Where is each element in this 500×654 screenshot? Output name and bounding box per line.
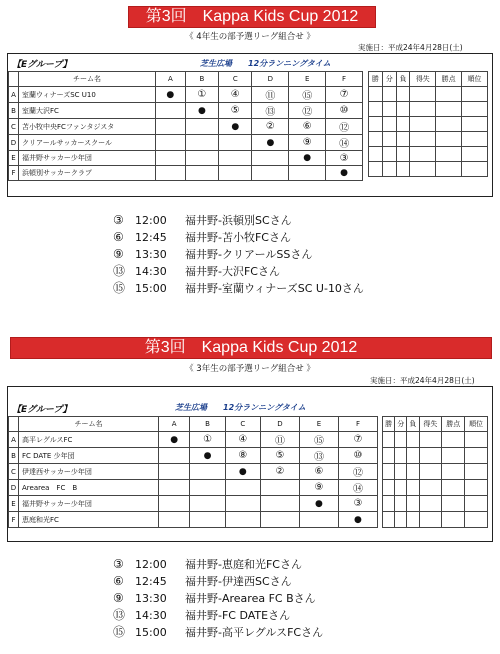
grid-cell [156,151,186,166]
results-header: 負 [407,417,419,432]
grid-cell [190,512,225,528]
match-number: ④ [225,432,260,448]
match-number: ⑧ [225,448,260,464]
results-header: 勝 [383,417,395,432]
grid-cell [190,464,225,480]
results-header: 分 [395,417,407,432]
grid-cell [190,480,225,496]
match-number: ⑫ [289,103,326,119]
results-header: 順位 [465,417,488,432]
results-row [383,496,488,512]
grid-cell [190,496,225,512]
team-header: チーム名 [19,72,156,87]
col-header: F [338,417,377,432]
schedule-item: ⑮ 15:00 福井野-高平レグルスFCさん [113,625,324,639]
grid-cell [261,480,300,496]
grid-cell [252,166,289,181]
match-number: ② [252,119,289,135]
row-id: E [9,496,19,512]
grid-cell [156,166,186,181]
row-id: B [9,103,19,119]
grid-cell [225,512,260,528]
match-number: ⑦ [326,87,363,103]
row-id: E [9,151,19,166]
soccer-ball-icon: ● [185,103,218,119]
match-number: ⑬ [252,103,289,119]
grid-cell [219,166,252,181]
row-id: F [9,512,19,528]
team-row [9,166,363,181]
col-header: E [289,72,326,87]
results-row [369,117,488,132]
match-schedule [113,212,364,297]
match-number: ③ [326,151,363,166]
col-header: A [159,417,190,432]
col-header: C [225,417,260,432]
team-row [9,119,363,135]
group-label: 【Eグループ】 [12,60,72,70]
grid-cell [261,496,300,512]
match-number: ⑤ [261,448,300,464]
soccer-ball-icon: ● [326,166,363,181]
team-row [9,464,378,480]
grid-cell [225,480,260,496]
grid-cell [219,135,252,151]
col-header: F [326,72,363,87]
match-number: ① [190,432,225,448]
event-date: 実施日：平成24年4月28日(土) [370,376,475,385]
match-number: ⑩ [338,448,377,464]
grid-cell [159,448,190,464]
grid-corner [9,417,19,432]
results-row [369,147,488,162]
col-header: B [190,417,225,432]
cup-banner: 第3回 Kappa Kids Cup 2012 [128,6,376,28]
grid-cell [252,151,289,166]
team-row [9,87,363,103]
team-header: チーム名 [19,417,159,432]
schedule-item: ⑨ 13:30 福井野-クリアールSSさん [113,247,313,261]
match-number: ⑮ [299,432,338,448]
row-id: A [9,87,19,103]
results-header: 得失 [419,417,442,432]
match-number: ⑨ [299,480,338,496]
soccer-ball-icon: ● [225,464,260,480]
row-id: C [9,464,19,480]
results-header: 負 [396,72,410,87]
row-id: A [9,432,19,448]
match-number: ⑫ [338,464,377,480]
league-subtitle: 《 4年生の部予選リーグ組合せ 》 [185,32,315,42]
team-row [9,480,378,496]
match-number: ③ [338,496,377,512]
col-header: E [299,417,338,432]
soccer-ball-icon: ● [219,119,252,135]
grid-cell [185,166,218,181]
team-name: 恵庭和光FC [19,512,159,528]
results-row [369,102,488,117]
match-number: ⑬ [299,448,338,464]
cup-banner: 第3回 Kappa Kids Cup 2012 [10,337,492,359]
grid-cell [156,103,186,119]
grid-cell [185,119,218,135]
results-row [369,132,488,147]
team-name: 福井野サッカー少年団 [19,496,159,512]
row-id: D [9,135,19,151]
match-number: ⑦ [338,432,377,448]
venue-label: 芝生広場 12分ランニングタイム [175,403,306,412]
team-name: クリアールサッカースクール [19,135,156,151]
match-number: ⑤ [219,103,252,119]
grid-cell [225,496,260,512]
results-row [383,448,488,464]
grid-cell [159,512,190,528]
results-row [383,464,488,480]
schedule-item: ⑬ 14:30 福井野-FC DATEさん [113,608,291,622]
col-header: B [185,72,218,87]
results-header: 順位 [462,72,488,87]
team-row [9,103,363,119]
schedule-item: ③ 12:00 福井野-浜頓別SCさん [113,213,292,227]
team-name: Arearea FC B [19,480,159,496]
team-row [9,432,378,448]
results-row [383,512,488,528]
team-name: 伊達西サッカー少年団 [19,464,159,480]
grid-cell [156,135,186,151]
soccer-ball-icon: ● [289,151,326,166]
event-date: 実施日：平成24年4月28日(土) [358,43,463,52]
grid-cell [159,480,190,496]
grid-cell [219,151,252,166]
col-header: A [156,72,186,87]
team-row [9,151,363,166]
group-label: 【Eグループ】 [12,405,72,415]
results-header: 勝 [369,72,383,87]
schedule-item: ⑬ 14:30 福井野-大沢FCさん [113,264,280,278]
row-id: C [9,119,19,135]
venue-label: 芝生広場 12分ランニングタイム [200,59,331,68]
match-number: ⑥ [289,119,326,135]
grid-cell [185,151,218,166]
match-schedule [113,556,323,641]
results-header: 得失 [410,72,436,87]
col-header: C [219,72,252,87]
schedule-item: ⑮ 15:00 福井野-室蘭ウィナーズSC U-10さん [113,281,364,295]
team-name: FC DATE 少年団 [19,448,159,464]
col-header: D [252,72,289,87]
match-number: ⑭ [338,480,377,496]
soccer-ball-icon: ● [190,448,225,464]
results-header: 勝点 [436,72,462,87]
schedule-item: ③ 12:00 福井野-恵庭和光FCさん [113,557,302,571]
match-number: ⑭ [326,135,363,151]
team-name: 浜頓別サッカークラブ [19,166,156,181]
row-id: D [9,480,19,496]
grid-cell [299,512,338,528]
league-grid [8,71,363,181]
results-row [369,87,488,102]
results-table [368,71,488,177]
team-row [9,496,378,512]
soccer-ball-icon: ● [299,496,338,512]
soccer-ball-icon: ● [252,135,289,151]
team-name: 苫小牧中央FCファンタジスタ [19,119,156,135]
results-row [383,432,488,448]
results-header: 分 [382,72,396,87]
match-number: ① [185,87,218,103]
team-name: 高平レグルスFC [19,432,159,448]
grid-cell [159,464,190,480]
soccer-ball-icon: ● [338,512,377,528]
grid-cell [261,512,300,528]
league-subtitle: 《 3年生の部予選リーグ組合せ 》 [185,364,315,374]
row-id: F [9,166,19,181]
schedule-item: ⑨ 13:30 福井野-Arearea FC Bさん [113,591,316,605]
match-number: ④ [219,87,252,103]
match-number: ⑩ [326,103,363,119]
match-number: ⑪ [252,87,289,103]
match-number: ⑥ [299,464,338,480]
grid-corner [9,72,19,87]
team-row [9,512,378,528]
team-name: 室蘭ウィナーズSC U10 [19,87,156,103]
team-name: 室蘭大沢FC [19,103,156,119]
results-row [369,162,488,177]
match-number: ⑨ [289,135,326,151]
match-number: ⑫ [326,119,363,135]
schedule-item: ⑥ 12:45 福井野-苫小牧FCさん [113,230,291,244]
col-header: D [261,417,300,432]
grid-cell [185,135,218,151]
grid-cell [289,166,326,181]
soccer-ball-icon: ● [159,432,190,448]
team-row [9,448,378,464]
results-header: 勝点 [442,417,465,432]
schedule-item: ⑥ 12:45 福井野-伊達西SCさん [113,574,292,588]
team-name: 福井野サッカー少年団 [19,151,156,166]
results-row [383,480,488,496]
team-row [9,135,363,151]
grid-cell [159,496,190,512]
results-table [382,416,488,528]
grid-cell [156,119,186,135]
match-number: ⑪ [261,432,300,448]
match-number: ⑮ [289,87,326,103]
league-grid [8,416,378,528]
soccer-ball-icon: ● [156,87,186,103]
match-number: ② [261,464,300,480]
row-id: B [9,448,19,464]
